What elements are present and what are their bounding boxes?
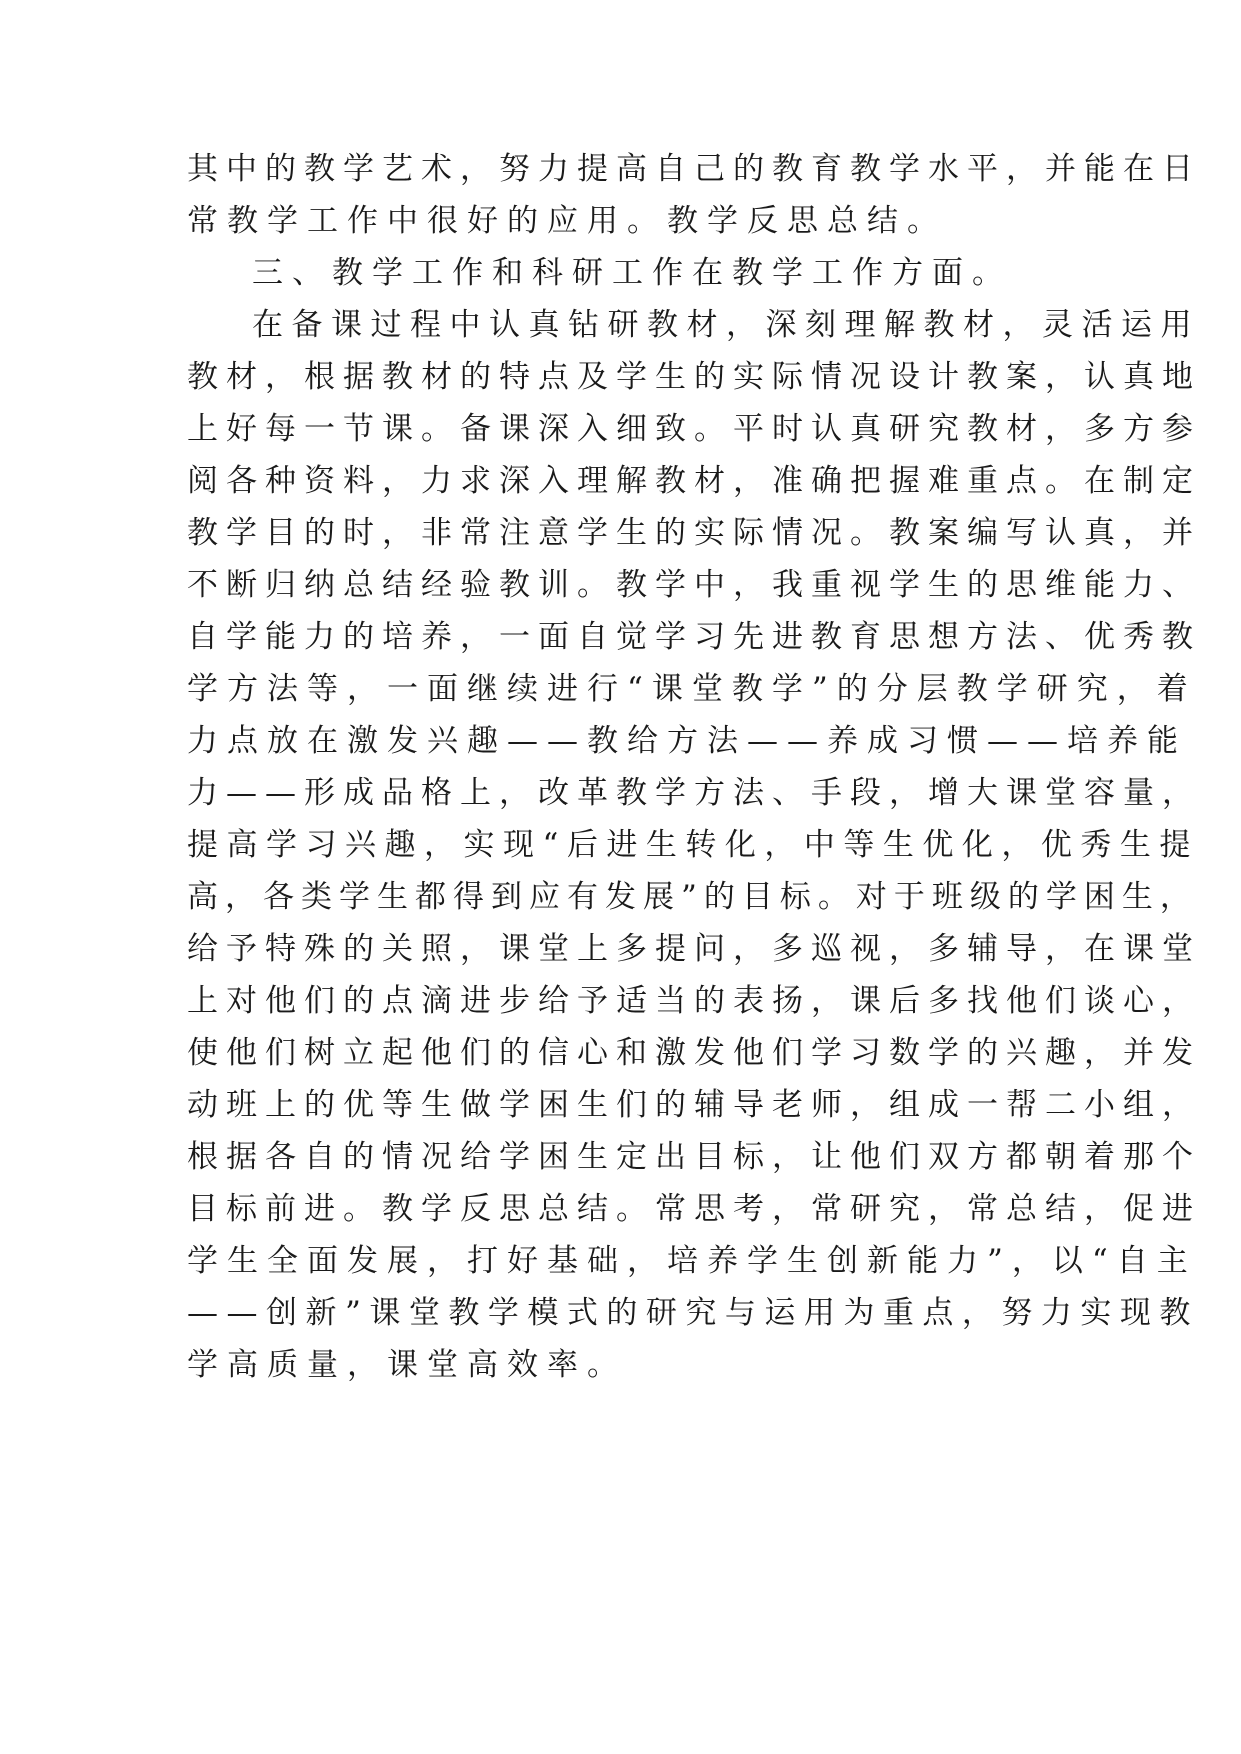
- text-line: 上好每一节课。备课深入细致。平时认真研究教材，多方参: [187, 411, 1201, 447]
- text-line: 使他们树立起他们的信心和激发他们学习数学的兴趣，并发: [187, 1035, 1201, 1071]
- paragraph-first-line: 在备课过程中认真钻研教材，深刻理解教材，灵活运用: [252, 307, 1200, 343]
- section-heading: 三、教学工作和科研工作在教学工作方面。: [252, 255, 1012, 291]
- text-line: 目标前进。教学反思总结。常思考，常研究，常总结，促进: [187, 1191, 1201, 1227]
- text-line: 提高学习兴趣，实现“后进生转化，中等生优化，优秀生提: [187, 827, 1199, 863]
- text-line: ——创新”课堂教学模式的研究与运用为重点，努力实现教: [187, 1295, 1199, 1331]
- text-line: 力——形成品格上，改革教学方法、手段，增大课堂容量，: [187, 775, 1201, 811]
- text-line: 高，各类学生都得到应有发展”的目标。对于班级的学困生，: [187, 879, 1198, 915]
- text-line: 力点放在激发兴趣——教给方法——养成习惯——培养能: [187, 723, 1187, 759]
- text-line: 根据各自的情况给学困生定出目标，让他们双方都朝着那个: [187, 1139, 1201, 1175]
- text-line: 常教学工作中很好的应用。教学反思总结。: [187, 203, 947, 239]
- text-line: 上对他们的点滴进步给予适当的表扬，课后多找他们谈心，: [187, 983, 1201, 1019]
- text-line: 学高质量，课堂高效率。: [187, 1347, 627, 1383]
- text-line: 学生全面发展，打好基础，培养学生创新能力”，以“自主: [187, 1243, 1197, 1279]
- text-line: 教学目的时，非常注意学生的实际情况。教案编写认真，并: [187, 515, 1201, 551]
- text-line: 学方法等，一面继续进行“课堂教学”的分层教学研究，着: [187, 671, 1197, 707]
- text-line: 不断归纳总结经验教训。教学中，我重视学生的思维能力、: [187, 567, 1201, 603]
- text-line: 其中的教学艺术，努力提高自己的教育教学水平，并能在日: [187, 151, 1201, 187]
- text-line: 给予特殊的关照，课堂上多提问，多巡视，多辅导，在课堂: [187, 931, 1201, 967]
- text-line: 自学能力的培养，一面自觉学习先进教育思想方法、优秀教: [187, 619, 1201, 655]
- text-line: 阅各种资料，力求深入理解教材，准确把握难重点。在制定: [187, 463, 1201, 499]
- text-line: 动班上的优等生做学困生们的辅导老师，组成一帮二小组，: [187, 1087, 1201, 1123]
- text-line: 教材，根据教材的特点及学生的实际情况设计教案，认真地: [187, 359, 1201, 395]
